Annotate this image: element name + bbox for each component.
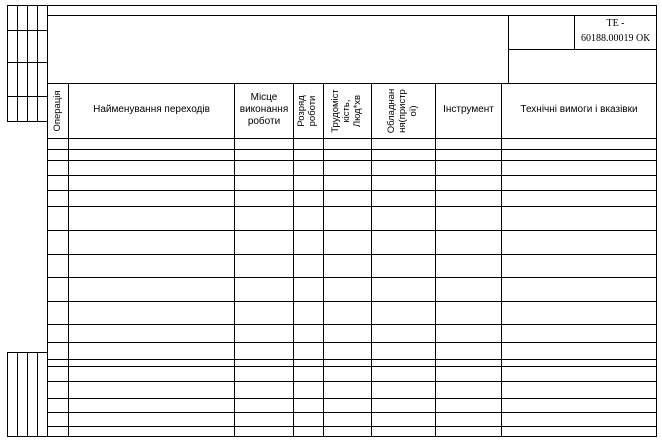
header-grade: Розряд роботи <box>296 95 318 127</box>
header-operation: Операція <box>52 90 63 132</box>
header-labor: Трудоміст кість, Люд*хв <box>330 89 363 133</box>
document-code-line-2: 60188.00019 ОК <box>581 33 650 44</box>
header-requirements: Технічні вимоги і вказівки <box>520 104 638 115</box>
header-workplace: Місце виконання роботи <box>239 92 289 127</box>
document-code-line-1: ТЕ - <box>606 18 625 29</box>
header-transitions: Найменування переходів <box>93 104 210 115</box>
header-tool: Інструмент <box>443 104 494 115</box>
header-equipment: Обладнан ня(пристр ої) <box>386 88 419 134</box>
